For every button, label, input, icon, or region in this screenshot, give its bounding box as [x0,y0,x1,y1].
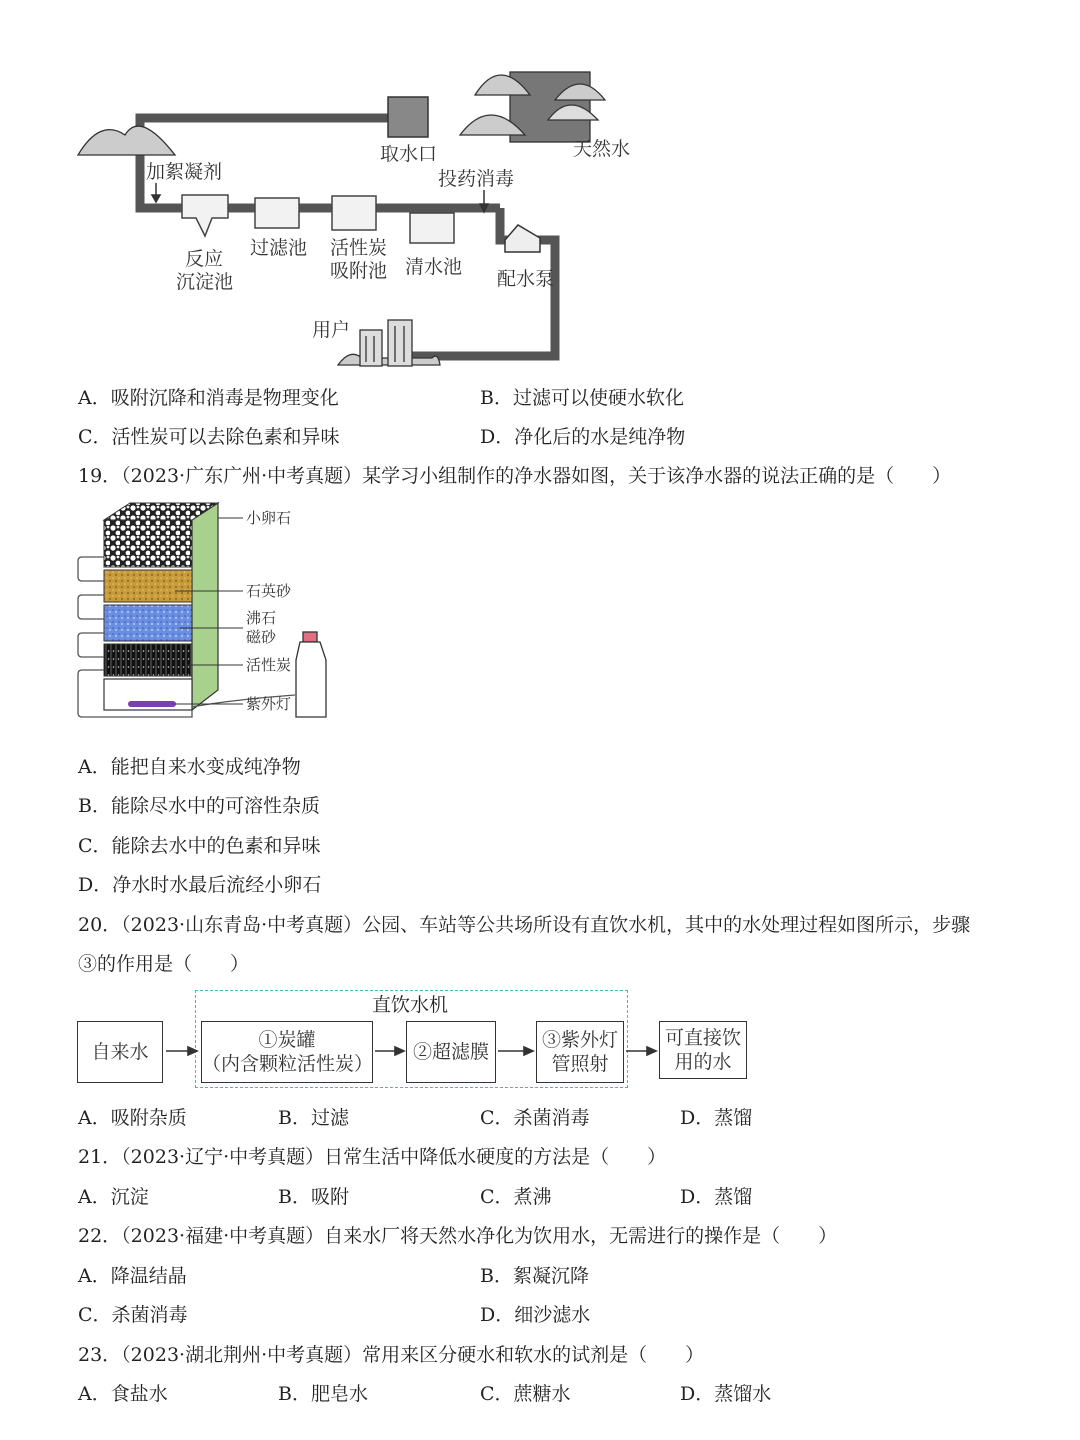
q23-stem: 23．（2023·湖北荆州·中考真题）常用来区分硬水和软水的试剂是（ ） [78,1344,705,1366]
label-flocculant: 加絮凝剂 [146,161,223,183]
bottle-icon [296,632,326,717]
label-carbon: 活性炭 [246,656,292,674]
layer-carbon [104,644,192,676]
label-disinfect: 投药消毒 [438,168,515,190]
q22-stem: 22．（2023·福建·中考真题）自来水厂将天然水净化为饮用水，无需进行的操作是（ ） [78,1225,838,1247]
hill-left [78,126,175,155]
label-clear-water: 清水池 [405,256,463,278]
label-zeolite: 沸石 [246,609,277,627]
label-carbon-1: 活性炭 [330,237,388,259]
water-purifier-diagram [0,495,360,730]
q21-option-a[interactable]: A．沉淀 [78,1186,149,1208]
label-pump: 配水泵 [497,268,555,290]
side-panel [192,503,218,710]
q22-option-c[interactable]: C．杀菌消毒 [78,1304,188,1326]
label-intake: 取水口 [380,143,438,165]
q21-stem: 21．（2023·辽宁·中考真题）日常生活中降低水硬度的方法是（ ） [78,1146,667,1168]
q20-stem-line1: 20．（2023·山东青岛·中考真题）公园、车站等公共场所设有直饮水机，其中的水处理过程如图所示，步骤 [78,914,971,936]
box-step2: ②超滤膜 [406,1021,496,1083]
label-carbon-2: 吸附池 [330,260,388,282]
machine-title: 直饮水机 [372,994,449,1016]
q19-stem: 19．（2023·广东广州·中考真题）某学习小组制作的净水器如图，关于该净水器的说法正确的是（ ） [78,465,952,487]
box-step1: ①炭罐 （内含颗粒活性炭） [201,1021,373,1083]
label-magnetite: 磁砂 [246,628,277,646]
flocculant-arrow [152,183,160,202]
q21-option-c[interactable]: C．煮沸 [480,1186,552,1208]
q23-option-c[interactable]: C．蔗糖水 [480,1383,571,1405]
label-user: 用户 [312,319,351,341]
label-filter: 过滤池 [250,237,308,259]
label-pebble: 小卵石 [246,509,292,527]
layer-pebble [104,520,192,567]
q23-option-a[interactable]: A．食盐水 [78,1383,168,1405]
q18-option-c[interactable]: C．活性炭可以去除色素和异味 [78,426,340,448]
layer-zeolite [104,605,192,641]
q22-option-a[interactable]: A．降温结晶 [78,1265,187,1287]
user-buildings [338,320,440,366]
label-reaction: 反应 [185,248,224,270]
intake-box [388,97,428,137]
q21-option-b[interactable]: B．吸附 [278,1186,349,1208]
flow-arrows [0,1040,1080,1064]
q23-option-d[interactable]: D．蒸馏水 [680,1383,772,1405]
q20-option-d[interactable]: D．蒸馏 [680,1107,753,1129]
natural-water-rocks [460,72,605,142]
q23-option-b[interactable]: B．肥皂水 [278,1383,368,1405]
water-plant-diagram [0,0,1080,380]
q19-option-b[interactable]: B．能除尽水中的可溶性杂质 [78,795,320,817]
label-uv: 紫外灯 [246,695,292,713]
q22-option-b[interactable]: B．絮凝沉降 [480,1265,589,1287]
label-natural-water: 天然水 [573,138,631,160]
q19-option-a[interactable]: A．能把自来水变成纯净物 [78,756,301,778]
q19-option-c[interactable]: C．能除去水中的色素和异味 [78,835,321,857]
pump-icon [505,225,540,252]
q20-option-a[interactable]: A．吸附杂质 [78,1107,187,1129]
q18-option-a[interactable]: A．吸附沉降和消毒是物理变化 [78,387,339,409]
box-tap-water: 自来水 [77,1021,163,1083]
label-sediment: 沉淀池 [176,271,234,293]
q21-option-d[interactable]: D．蒸馏 [680,1186,753,1208]
uv-lamp [128,701,176,707]
box-step3: ③紫外灯 管照射 [536,1021,624,1083]
q20-stem-line2: ③的作用是（ ） [78,953,250,975]
label-quartz: 石英砂 [246,582,292,600]
box-result: 可直接饮 用的水 [659,1021,747,1079]
layer-quartz [104,570,192,602]
q20-option-c[interactable]: C．杀菌消毒 [480,1107,590,1129]
q18-option-b[interactable]: B．过滤可以使硬水软化 [480,387,684,409]
q20-option-b[interactable]: B．过滤 [278,1107,349,1129]
q22-option-d[interactable]: D．细沙滤水 [480,1304,591,1326]
q19-option-d[interactable]: D．净水时水最后流经小卵石 [78,874,322,896]
q18-option-d[interactable]: D．净化后的水是纯净物 [480,426,686,448]
tanks [182,195,454,243]
